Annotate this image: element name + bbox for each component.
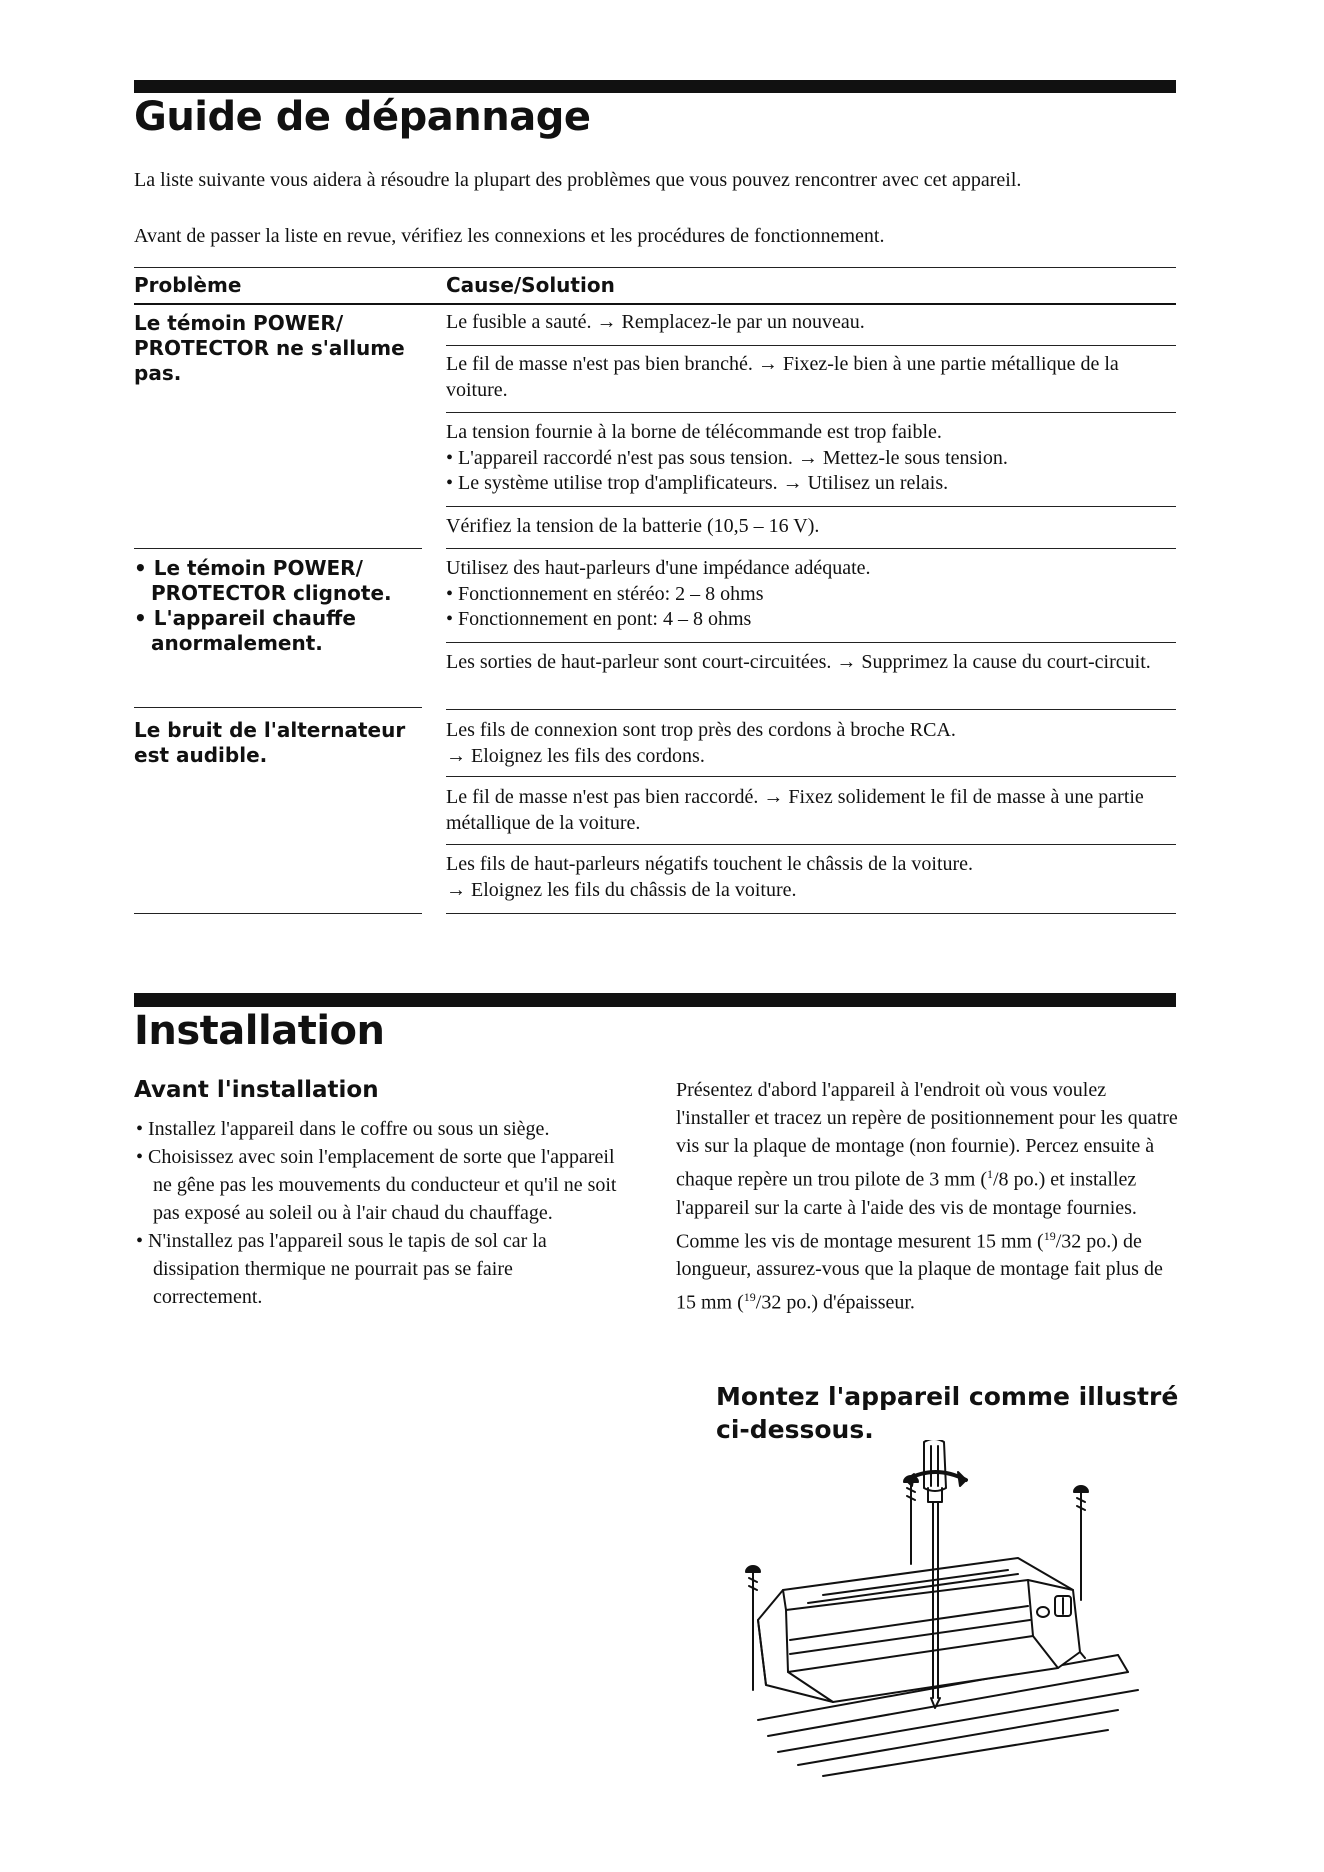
problem-1 — [134, 311, 424, 386]
solution-2 — [446, 352, 1176, 403]
solution-divider-6 — [446, 709, 1176, 710]
screw-back-left — [904, 1476, 918, 1564]
solution-9-line-2: → Eloignez les fils du châssis de la voiture. — [446, 878, 797, 901]
fraction-3-denominator: /32 — [755, 1291, 782, 1314]
installation-bullet-list — [136, 1115, 626, 1311]
fraction-2-numerator: 19 — [1043, 1228, 1056, 1243]
solution-4 — [446, 514, 1176, 540]
solution-9-text: Les fils de haut-parleurs négatifs touchent le châssis de la voiture. — [446, 853, 974, 875]
installation-bullet-3: • N'installez pas l'appareil sous le tapis de sol car la dissipation thermique ne pourrait pas se faire correctement. — [136, 1230, 547, 1308]
table-top-rule — [134, 267, 1176, 268]
solution-5-bullet-1: • Fonctionnement en stéréo: 2 – 8 ohms — [446, 582, 764, 605]
solution-divider-1 — [446, 345, 1176, 346]
solution-6-text: Les sorties de haut-parleur sont court-circuitées. → Supprimez la cause du court-circuit. — [446, 651, 1151, 673]
solution-5 — [446, 556, 1176, 633]
solution-divider-7 — [446, 776, 1176, 777]
fraction-1-denominator: /8 — [993, 1168, 1009, 1191]
screw-back-right — [1074, 1486, 1088, 1600]
installation-subtitle: Avant l'installation — [134, 1077, 379, 1103]
solution-1-text: Le fusible a sauté. → Remplacez-le par un nouveau. — [446, 311, 865, 333]
solution-8-text: Le fil de masse n'est pas bien raccordé. → Fixez solidement le fil de masse à une partie métallique de la voiture. — [446, 786, 1144, 834]
column-header-solution: Cause/Solution — [446, 273, 615, 297]
solution-divider-5 — [446, 642, 1176, 643]
section-rule-top — [134, 80, 1176, 93]
table-header-rule — [134, 303, 1176, 305]
installation-bullet-2: • Choisissez avec soin l'emplacement de sorte que l'appareil ne gêne pas les mouvements du conducteur et qu'il ne soit pas exposé au soleil ou à l'air chaud du chauffage. — [136, 1146, 617, 1224]
problem-3 — [134, 718, 434, 768]
installation-bullet-1: • Installez l'appareil dans le coffre ou sous un siège. — [136, 1118, 550, 1140]
solution-divider-2 — [446, 412, 1176, 413]
solution-6 — [446, 650, 1166, 676]
fraction-1-numerator: 1 — [987, 1167, 993, 1181]
solution-5-bullet-2: • Fonctionnement en pont: 4 – 8 ohms — [446, 608, 752, 630]
intro-paragraph-2: Avant de passer la liste en revue, vérifiez les connexions et les procédures de fonctionnement. — [134, 225, 885, 247]
problem-2-bullet-2: • L'appareil chauffe anormalement. — [134, 606, 356, 655]
solution-7-text: Les fils de connexion sont trop près des cordons à broche RCA. — [446, 719, 956, 741]
solution-3 — [446, 420, 1176, 497]
solution-8 — [446, 785, 1176, 836]
solution-4-text: Vérifiez la tension de la batterie (10,5 – 16 V). — [446, 515, 820, 537]
installation-title: Installation — [134, 1008, 385, 1054]
solution-9 — [446, 852, 1176, 903]
solution-2-text: Le fil de masse n'est pas bien branché. → Fixez-le bien à une partie métallique de la voiture. — [446, 353, 1119, 401]
column-header-problem: Problème — [134, 273, 242, 297]
mounting-text-c: po.) de longueur, assurez-vous que la plaque de montage fait plus de 15 mm ( — [676, 1230, 1163, 1314]
problem-1-text: Le témoin POWER/ PROTECTOR ne s'allume pas. — [134, 311, 405, 385]
problem-divider-1 — [134, 548, 422, 549]
problem-2-bullet-1: • Le témoin POWER/ PROTECTOR clignote. — [134, 556, 392, 605]
solution-3-text: La tension fournie à la borne de télécommande est trop faible. — [446, 421, 942, 443]
solution-divider-8 — [446, 844, 1176, 845]
problem-3-text: Le bruit de l'alternateur est audible. — [134, 718, 406, 767]
fraction-3-numerator: 19 — [743, 1290, 756, 1305]
solution-divider-9 — [446, 913, 1176, 914]
solution-7-line-2: → Eloignez les fils des cordons. — [446, 744, 705, 767]
fraction-2-denominator: /32 — [1055, 1230, 1082, 1253]
problem-divider-2 — [134, 707, 422, 708]
mounting-text-a: Présentez d'abord l'appareil à l'endroit où vous voulez l'installer et tracez un repère de positionnement pour les quatre vis sur la plaque de montage (non fournie). Percez ensuite à chaque repère un trou pilote de 3 mm ( — [676, 1079, 1178, 1191]
mounting-text-b: po.) et installez l'appareil sur la carte à l'aide des vis de montage fournies. Comme les vis de montage mesurent 15 mm ( — [676, 1168, 1137, 1253]
problem-2 — [134, 556, 424, 656]
intro-paragraph-1: La liste suivante vous aidera à résoudre la plupart des problèmes que vous pouvez rencontrer avec cet appareil. — [134, 169, 1022, 191]
section-rule-installation — [134, 993, 1176, 1007]
mounting-text-d: po.) d'épaisseur. — [781, 1291, 915, 1314]
solution-divider-4 — [446, 548, 1176, 549]
page-title: Guide de dépannage — [134, 94, 591, 140]
screw-front-left — [746, 1566, 760, 1690]
solution-divider-3 — [446, 506, 1176, 507]
solution-7 — [446, 718, 1176, 769]
problem-divider-3 — [134, 913, 422, 914]
solution-1 — [446, 310, 1176, 336]
solution-5-text: Utilisez des haut-parleurs d'une impédance adéquate. — [446, 557, 871, 579]
mounting-paragraph — [676, 1076, 1180, 1317]
solution-3-bullet-1: • L'appareil raccordé n'est pas sous tension. → Mettez-le sous tension. — [446, 446, 1008, 469]
solution-3-bullet-2: • Le système utilise trop d'amplificateurs. → Utilisez un relais. — [446, 472, 949, 494]
mounting-illustration — [728, 1440, 1148, 1800]
amplifier-body — [758, 1558, 1085, 1702]
mount-instruction: Montez l'appareil comme illustré ci-dessous. — [716, 1382, 1179, 1444]
